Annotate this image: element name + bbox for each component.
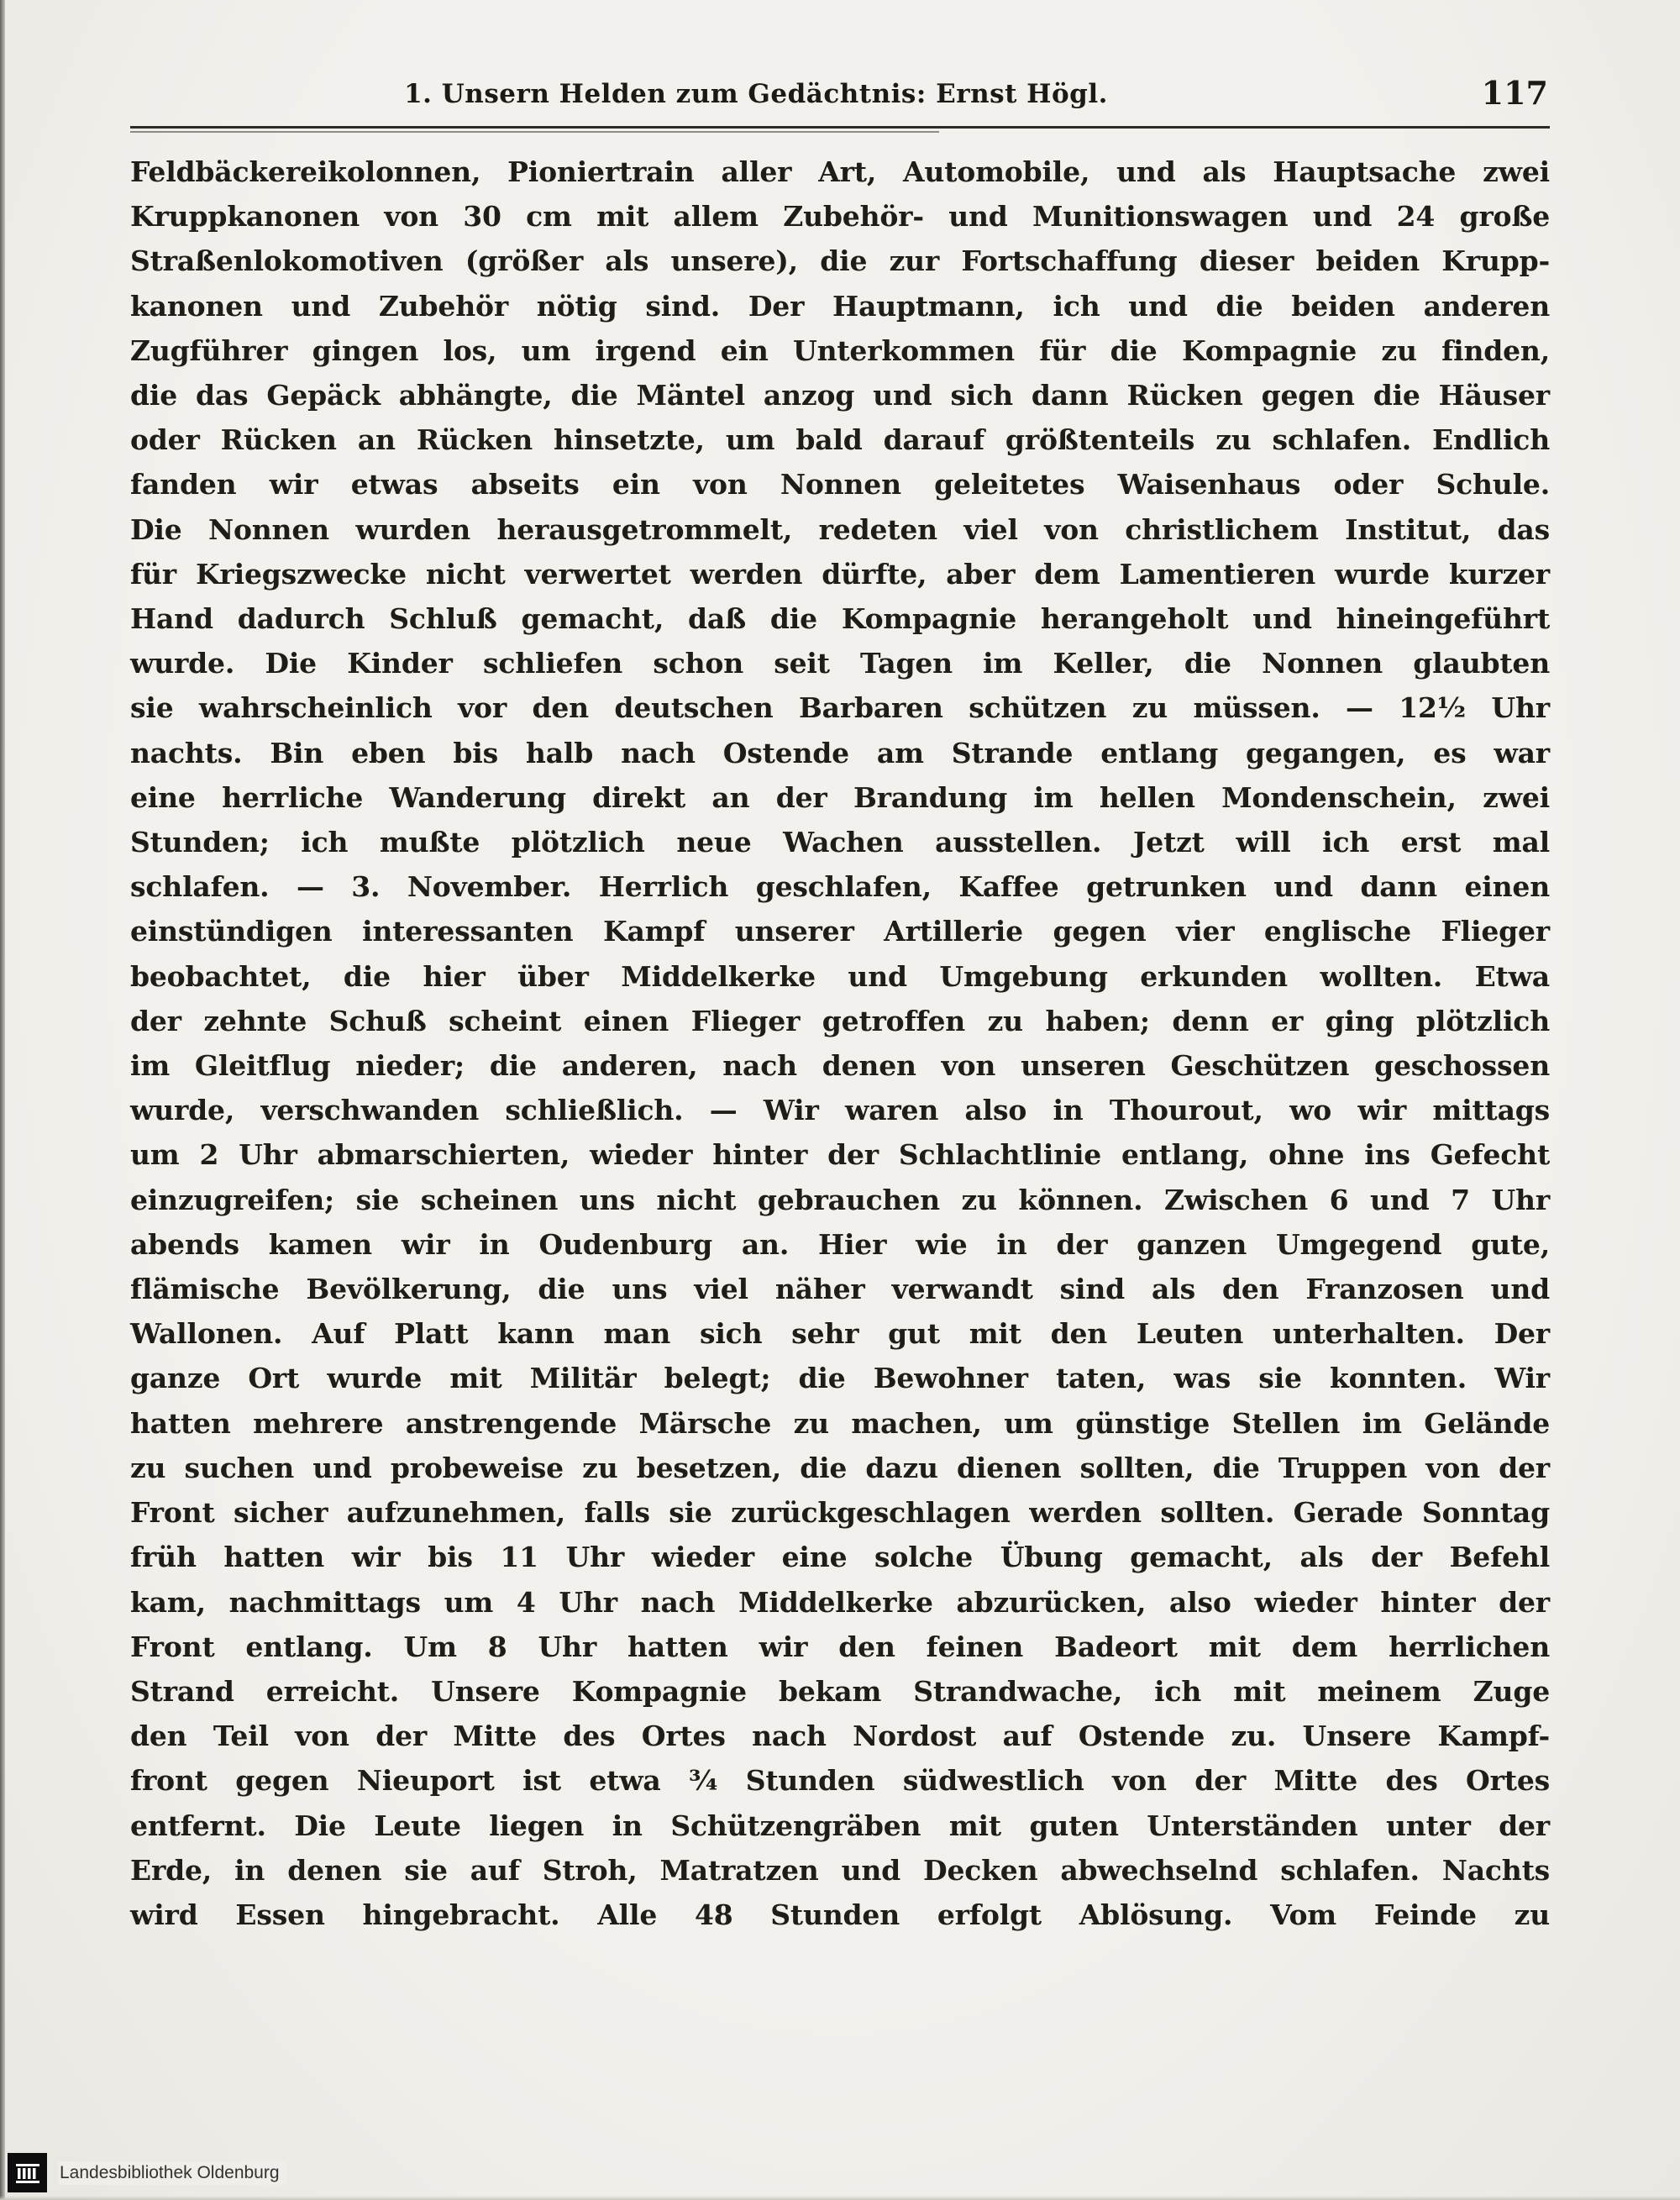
text-line: früh hatten wir bis 11 Uhr wieder eine solche Übung gemacht, als der Befehl bbox=[130, 1541, 1550, 1574]
text-line: kanonen und Zubehör nötig sind. Der Hauptmann, ich und die beiden anderen bbox=[130, 289, 1550, 323]
text-line: entfernt. Die Leute liegen in Schützengräben mit guten Unterständen unter der bbox=[130, 1809, 1550, 1842]
text-line: einzugreifen; sie scheinen uns nicht gebrauchen zu können. Zwischen 6 und 7 Uhr bbox=[130, 1183, 1550, 1216]
scan-edge-left bbox=[0, 0, 5, 2200]
text-line: einstündigen interessanten Kampf unserer Artillerie gegen vier englische Flieger bbox=[130, 915, 1550, 948]
text-line: hatten mehrere anstrengende Märsche zu machen, um günstige Stellen im Gelände bbox=[130, 1406, 1550, 1440]
running-head bbox=[130, 74, 1550, 119]
page-number: 117 bbox=[1481, 74, 1548, 112]
text-line: Hand dadurch Schluß gemacht, daß die Kompagnie herangeholt und hineingeführt bbox=[130, 602, 1550, 636]
text-line: den Teil von der Mitte des Ortes nach Nordost auf Ostende zu. Unsere Kampf- bbox=[130, 1720, 1550, 1753]
text-line: um 2 Uhr abmarschierten, wieder hinter der Schlachtlinie entlang, ohne ins Gefecht bbox=[130, 1138, 1550, 1172]
text-line: Erde, in denen sie auf Stroh, Matratzen und Decken abwechselnd schlafen. Nachts bbox=[130, 1853, 1550, 1887]
text-line: für Kriegszwecke nicht verwertet werden dürfte, aber dem Lamentieren wurde kurzer bbox=[130, 557, 1550, 591]
scan-edge-bottom bbox=[0, 2196, 1680, 2200]
text-line: zu suchen und probeweise zu besetzen, die dazu dienen sollten, die Truppen von der bbox=[130, 1451, 1550, 1484]
text-line: der zehnte Schuß scheint einen Flieger getroffen zu haben; denn er ging plötzlich bbox=[130, 1004, 1550, 1037]
text-line: Front sicher aufzunehmen, falls sie zurückgeschlagen werden sollten. Gerade Sonntag bbox=[130, 1496, 1550, 1530]
text-line: Front entlang. Um 8 Uhr hatten wir den feinen Badeort mit dem herrlichen bbox=[130, 1630, 1550, 1663]
text-line: wird Essen hingebracht. Alle 48 Stunden erfolgt Ablösung. Vom Feinde zu bbox=[130, 1898, 1550, 1931]
text-line: beobachtet, die hier über Middelkerke und Umgebung erkunden wollten. Etwa bbox=[130, 959, 1550, 993]
header-rule bbox=[130, 126, 1550, 129]
text-line: Kruppkanonen von 30 cm mit allem Zubehör- und Munitionswagen und 24 große bbox=[130, 200, 1550, 234]
text-line: wurde. Die Kinder schliefen schon seit Tagen im Keller, die Nonnen glaubten bbox=[130, 647, 1550, 680]
text-line: Zugführer gingen los, um irgend ein Unterkommen für die Kompagnie zu finden, bbox=[130, 333, 1550, 367]
text-line: eine herrliche Wanderung direkt an der Brandung im hellen Mondenschein, zwei bbox=[130, 780, 1550, 814]
library-watermark bbox=[8, 2153, 286, 2192]
text-line: Die Nonnen wurden herausgetrommelt, redeten viel von christlichem Institut, das bbox=[130, 512, 1550, 546]
text-line: schlafen. — 3. November. Herrlich geschlafen, Kaffee getrunken und dann einen bbox=[130, 870, 1550, 904]
text-line: nachts. Bin eben bis halb nach Ostende am Strande entlang gegangen, es war bbox=[130, 736, 1550, 769]
text-line: sie wahrscheinlich vor den deutschen Barbaren schützen zu müssen. — 12½ Uhr bbox=[130, 691, 1550, 725]
text-line: Stunden; ich mußte plötzlich neue Wachen ausstellen. Jetzt will ich erst mal bbox=[130, 826, 1550, 859]
body-text bbox=[130, 150, 1550, 1937]
text-line: Feldbäckereikolonnen, Pioniertrain aller Art, Automobile, und als Hauptsache zwei bbox=[130, 155, 1550, 188]
text-line: flämische Bevölkerung, die uns viel näher verwandt sind als den Franzosen und bbox=[130, 1273, 1550, 1306]
text-line: fanden wir etwas abseits ein von Nonnen geleitetes Waisenhaus oder Schule. bbox=[130, 468, 1550, 501]
text-line: oder Rücken an Rücken hinsetzte, um bald darauf größtenteils zu schlafen. Endlich bbox=[130, 423, 1550, 457]
text-line: Strand erreicht. Unsere Kompagnie bekam Strandwache, ich mit meinem Zuge bbox=[130, 1674, 1550, 1708]
text-line: kam, nachmittags um 4 Uhr nach Middelkerke abzurücken, also wieder hinter der bbox=[130, 1585, 1550, 1619]
text-line: Straßenlokomotiven (größer als unsere), die zur Fortschaffung dieser beiden Krupp- bbox=[130, 244, 1550, 278]
text-line: im Gleitflug nieder; die anderen, nach denen von unseren Geschützen geschossen bbox=[130, 1049, 1550, 1083]
chapter-title: 1. Unsern Helden zum Gedächtnis: Ernst Högl. bbox=[404, 79, 1108, 109]
watermark-label: Landesbibliothek Oldenburg bbox=[58, 2161, 286, 2185]
text-line: die das Gepäck abhängte, die Mäntel anzog und sich dann Rücken gegen die Häuser bbox=[130, 379, 1550, 412]
text-line: abends kamen wir in Oudenburg an. Hier wie in der ganzen Umgegend gute, bbox=[130, 1227, 1550, 1261]
library-building-icon bbox=[8, 2153, 47, 2192]
text-line: Wallonen. Auf Platt kann man sich sehr gut mit den Leuten unterhalten. Der bbox=[130, 1317, 1550, 1351]
text-line: ganze Ort wurde mit Militär belegt; die Bewohner taten, was sie konnten. Wir bbox=[130, 1362, 1550, 1395]
text-line: wurde, verschwanden schließlich. — Wir waren also in Thourout, wo wir mittags bbox=[130, 1094, 1550, 1127]
text-line: front gegen Nieuport ist etwa ¾ Stunden südwestlich von der Mitte des Ortes bbox=[130, 1764, 1550, 1798]
